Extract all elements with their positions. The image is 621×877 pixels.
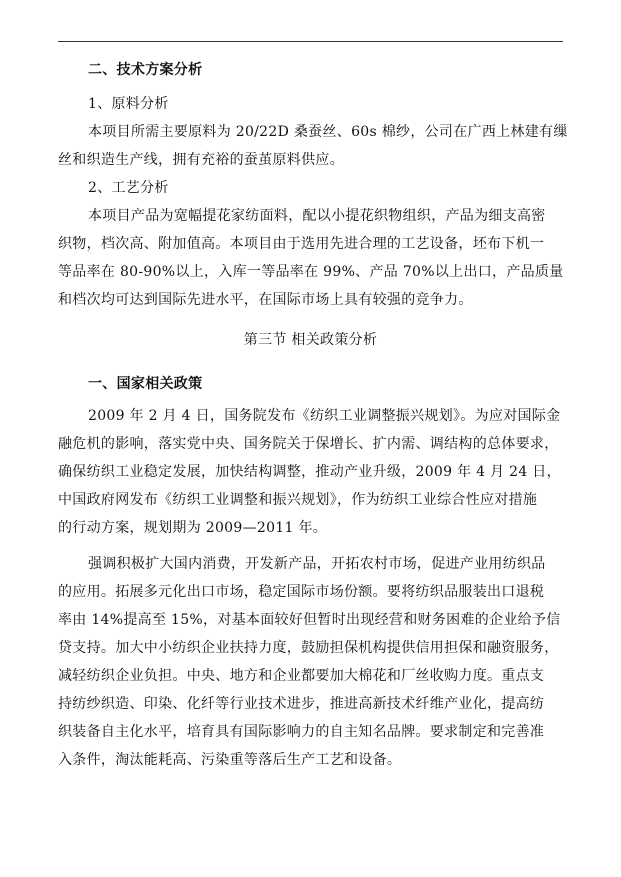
section-heading-policy: 一、国家相关政策 bbox=[88, 376, 203, 392]
paragraph-line: 和档次均可达到国际先进水平，在国际市场上具有较强的竞争力。 bbox=[58, 292, 473, 308]
paragraph-line: 持纺纱织造、印染、化纤等行业技术进步，推进高新技术纤维产业化，提高纺 bbox=[58, 696, 545, 712]
paragraph-line: 丝和织造生产线，拥有充裕的蚕茧原料供应。 bbox=[58, 152, 344, 168]
paragraph-line: 确保纺织工业稳定发展，加快结构调整，推动产业升级，2009 年 4 月 24 日， bbox=[58, 464, 561, 480]
section-title: 第三节 相关政策分析 bbox=[243, 332, 378, 348]
section-heading-technical: 二、技术方案分析 bbox=[88, 62, 203, 78]
paragraph-line: 融危机的影响，落实党中央、国务院关于保增长、扩内需、调结构的总体要求， bbox=[58, 436, 559, 452]
paragraph-line: 入条件，淘汰能耗高、污染重等落后生产工艺和设备。 bbox=[58, 752, 402, 768]
paragraph-line: 2009 年 2 月 4 日，国务院发布《纺织工业调整振兴规划》。为应对国际金 bbox=[88, 408, 561, 424]
paragraph-line: 的应用。拓展多元化出口市场，稳定国际市场份额。要将纺织品服装出口退税 bbox=[58, 584, 545, 600]
header-rule bbox=[58, 41, 563, 42]
paragraph-line: 本项目所需主要原料为 20/22D 桑蚕丝、60s 棉纱，公司在广西上林建有缫 bbox=[88, 124, 568, 140]
paragraph-line: 减轻纺织企业负担。中央、地方和企业都要加大棉花和厂丝收购力度。重点支 bbox=[58, 668, 545, 684]
paragraph-line: 中国政府网发布《纺织工业调整和振兴规划》，作为纺织工业综合性应对措施 bbox=[58, 492, 538, 508]
paragraph-line: 率由 14%提高至 15%，对基本面较好但暂时出现经营和财务困难的企业给予信 bbox=[58, 612, 561, 628]
paragraph-line: 等品率在 80-90%以上，入库一等品率在 99%、产品 70%以上出口，产品质量 bbox=[58, 264, 564, 280]
paragraph-line: 本项目产品为宽幅提花家纺面料，配以小提花织物组织，产品为细支高密 bbox=[88, 208, 546, 224]
paragraph-line: 织物，档次高、附加值高。本项目由于选用先进合理的工艺设备，坯布下机一 bbox=[58, 236, 545, 252]
paragraph-line: 的行动方案，规划期为 2009—2011 年。 bbox=[58, 520, 328, 536]
paragraph-line: 织装备自主化水平，培育具有国际影响力的自主知名品牌。要求制定和完善准 bbox=[58, 724, 545, 740]
subheading-process: 2、工艺分析 bbox=[88, 180, 169, 196]
paragraph-line: 强调积极扩大国内消费，开发新产品，开拓农村市场，促进产业用纺织品 bbox=[88, 556, 546, 572]
subheading-raw-materials: 1、原料分析 bbox=[88, 96, 169, 112]
paragraph-line: 贷支持。加大中小纺织企业扶持力度，鼓励担保机构提供信用担保和融资服务， bbox=[58, 640, 559, 656]
